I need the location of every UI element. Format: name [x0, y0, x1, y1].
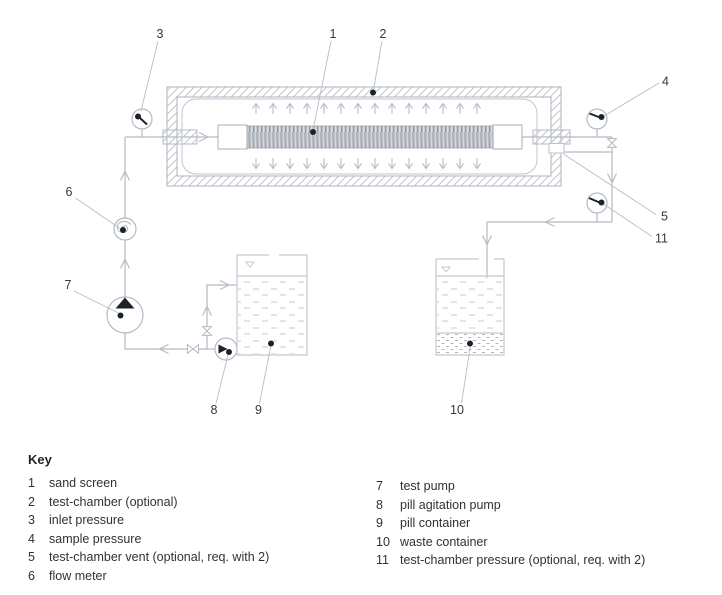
key-item-label: inlet pressure: [49, 513, 125, 528]
callout-9: 9: [255, 403, 262, 417]
sample-pressure-gauge: [587, 109, 607, 129]
pill-container: [237, 255, 307, 355]
key-item: [28, 511, 269, 530]
key-item: [28, 474, 269, 493]
callout-3: 3: [156, 27, 164, 41]
outlet-gland: [533, 130, 570, 144]
key-item-label: test-chamber (optional): [49, 494, 178, 509]
key-item-number: 11: [376, 553, 389, 568]
test-chamber-vent-port: [549, 144, 564, 154]
key-item: [376, 533, 645, 552]
key-item: [376, 514, 645, 533]
callout-4: 4: [662, 74, 669, 89]
key-item-label: pill container: [400, 516, 471, 531]
agitation-valve: [203, 327, 212, 336]
key-item-label: test-chamber pressure (optional, req. with 2): [400, 553, 646, 568]
sand-screen: [218, 125, 522, 149]
callout-6: 6: [65, 185, 73, 199]
key-title: Key: [28, 452, 52, 467]
key-item-label: pill agitation pump: [400, 497, 501, 512]
callout-2: 2: [379, 27, 387, 41]
key-item-number: 10: [376, 534, 390, 549]
key-item-number: 5: [28, 550, 35, 565]
key-item-number: 7: [376, 479, 383, 493]
key-item-number: 1: [28, 476, 35, 490]
key-item: [376, 551, 645, 570]
test-pump: [107, 297, 143, 333]
pipe-arrowheads: [121, 133, 617, 354]
key-item: [28, 567, 269, 586]
key-item-number: 2: [28, 494, 35, 509]
key-item-label: test-chamber vent (optional, req. with 2): [49, 550, 270, 565]
key-list-left: [28, 474, 269, 586]
callout-8: 8: [210, 403, 218, 417]
level-indicator-icon: [246, 262, 254, 267]
callout-5: 5: [661, 209, 668, 224]
chamber-pressure-gauge: [587, 193, 607, 213]
level-indicator-icon: [442, 267, 450, 272]
key-item: [376, 477, 645, 496]
key-list-right: [376, 477, 645, 570]
key-item-label: test pump: [400, 479, 455, 493]
inlet-gland: [163, 130, 197, 144]
piping: [125, 129, 612, 349]
flow-arrows-down: [253, 158, 481, 169]
key-item-label: sand screen: [49, 476, 118, 490]
key-item-label: sample pressure: [49, 531, 142, 546]
callout-10: 10: [450, 403, 464, 417]
callout-1: 1: [329, 27, 337, 41]
key-item: [376, 496, 645, 515]
key-item-number: 9: [376, 516, 383, 531]
key-item-label: flow meter: [49, 568, 107, 583]
key-item-number: 4: [28, 531, 35, 546]
key-item-number: 6: [28, 568, 35, 583]
callout-11: 11: [655, 231, 668, 246]
sample-valve: [608, 139, 617, 148]
callout-7: 7: [64, 278, 72, 292]
key-item: [28, 493, 269, 512]
pill-line-valve: [188, 345, 199, 354]
flow-meter: [114, 218, 136, 240]
key-item-number: 3: [28, 513, 35, 528]
key-item: [28, 548, 269, 567]
inlet-pressure-gauge: [132, 109, 152, 129]
key-item: [28, 530, 269, 549]
flow-arrows-up: [253, 104, 481, 115]
key-item-label: waste container: [400, 534, 488, 549]
key-item-number: 8: [376, 497, 383, 512]
pill-agitation-pump: [215, 338, 237, 360]
